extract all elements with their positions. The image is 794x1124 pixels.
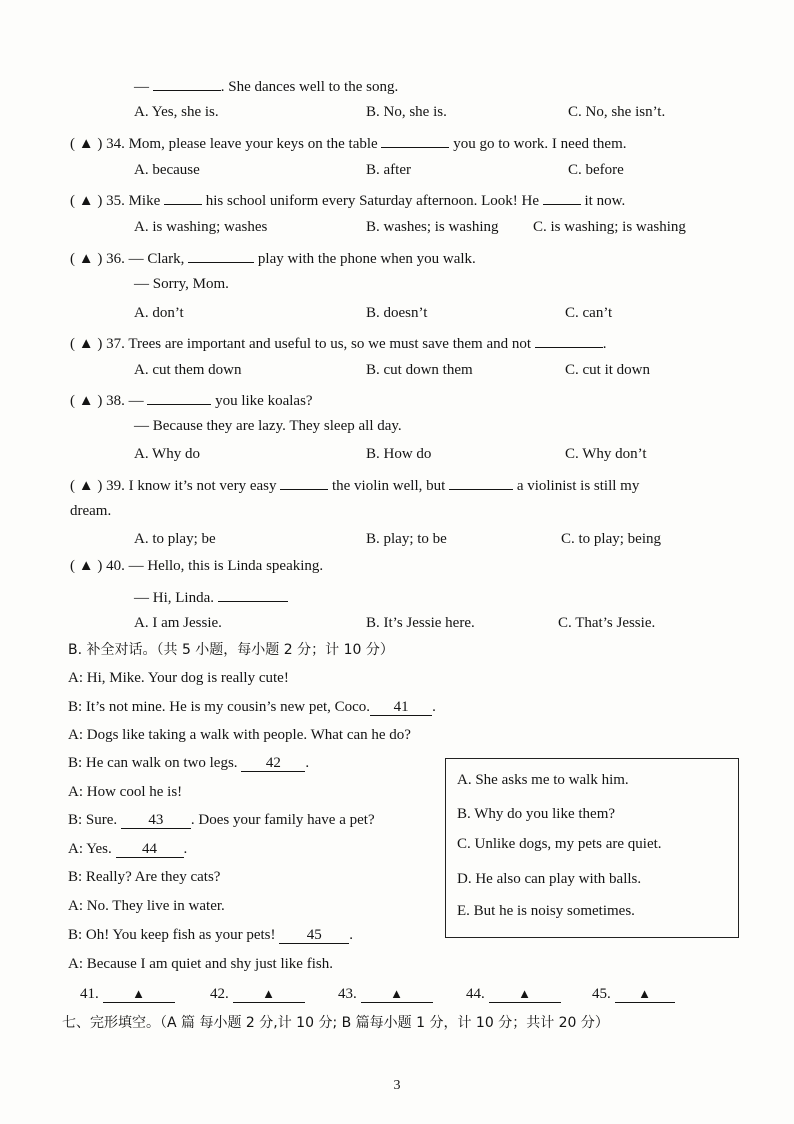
q35-stem: ( ▲ ) 35. Mike his school uniform every Saturday afternoon. Look! He it now. [70,188,625,211]
dialogue-line: A: Hi, Mike. Your dog is really cute! [68,670,289,686]
option-c: C. Unlike dogs, my pets are quiet. [457,836,662,852]
q35-option-b: B. washes; is washing [366,219,499,235]
q36-reply: — Sorry, Mom. [134,276,229,292]
option-d: D. He also can play with balls. [457,871,642,887]
answer-42[interactable]: 42. ▲ [210,984,305,1004]
q38-option-a: A. Why do [134,446,200,462]
answer-41[interactable]: 41. ▲ [80,984,175,1004]
answer-mark: ▲ [361,986,433,1003]
q36-option-a: A. don’t [134,305,184,321]
answer-blank[interactable] [147,388,211,405]
q33-option-b: B. No, she is. [366,104,447,120]
answer-blank[interactable] [449,473,513,490]
q34-option-b: B. after [366,162,411,178]
q40-option-c: C. That’s Jessie. [558,615,656,631]
dialogue-line: A: No. They live in water. [68,898,225,914]
dialogue-line: A: Yes. 44 . [68,841,188,857]
q38-option-c: C. Why don’t [565,446,647,462]
answer-mark: ( ▲ ) [70,336,103,352]
blank-41[interactable]: 41 [370,699,432,716]
q35-option-a: A. is washing; washes [134,219,268,235]
answer-mark: ▲ [615,986,675,1003]
answer-blank[interactable] [535,331,603,348]
answer-blank[interactable] [188,246,254,263]
q36-stem: ( ▲ ) 36. — Clark, play with the phone when you walk. [70,246,476,269]
dialogue-line: B: It’s not mine. He is my cousin’s new pet, Coco. 41 . [68,699,436,715]
q35-option-c: C. is washing; is washing [533,219,686,235]
q38-reply: — Because they are lazy. They sleep all day. [134,418,402,434]
options-box [445,758,739,938]
q36-option-c: C. can’t [565,305,613,321]
answer-mark: ( ▲ ) [70,558,103,574]
answer-blank[interactable] [218,585,288,602]
answer-blank[interactable] [164,188,202,205]
answer-blank[interactable] [381,131,449,148]
page-number: 3 [393,1078,401,1093]
q37-option-c: C. cut it down [565,362,650,378]
q40-stem: ( ▲ ) 40. — Hello, this is Linda speaking. [70,558,324,574]
q39-option-b: B. play; to be [366,531,447,547]
answer-mark: ( ▲ ) [70,251,103,267]
dialogue-line: B: Oh! You keep fish as your pets! 45 . [68,927,353,943]
q39-stem: ( ▲ ) 39. I know it’s not very easy the violin well, but a violinist is still my [70,473,639,496]
dialogue-line: B: Really? Are they cats? [68,869,221,885]
q38-stem: ( ▲ ) 38. — you like koalas? [70,388,313,411]
q34-option-a: A. because [134,162,200,178]
answer-mark: ▲ [233,986,305,1003]
dialogue-line: A: Dogs like taking a walk with people. What can he do? [68,727,411,743]
option-a: A. She asks me to walk him. [457,772,629,788]
q37-stem: ( ▲ ) 37. Trees are important and useful to us, so we must save them and not . [70,331,607,354]
q33-option-a: A. Yes, she is. [134,104,219,120]
answer-45[interactable]: 45. ▲ [592,984,675,1004]
answer-blank[interactable] [543,188,581,205]
q40-option-b: B. It’s Jessie here. [366,615,475,631]
answer-blank[interactable] [153,74,221,91]
q37-option-a: A. cut them down [134,362,242,378]
answer-blank[interactable] [280,473,328,490]
q33-option-c: C. No, she isn’t. [568,104,666,120]
dialogue-line: B: He can walk on two legs. 42 . [68,755,310,771]
q40-option-a: A. I am Jessie. [134,615,222,631]
dialogue-line: A: Because I am quiet and shy just like fish. [68,956,333,972]
q39-continuation: dream. [70,503,112,519]
q33-answer-line: — . She dances well to the song. [134,74,398,97]
answer-mark: ( ▲ ) [70,136,103,152]
blank-45[interactable]: 45 [279,927,349,944]
q37-option-b: B. cut down them [366,362,473,378]
answer-mark: ▲ [103,986,175,1003]
option-b: B. Why do you like them? [457,806,616,822]
q40-reply: — Hi, Linda. [134,585,288,608]
option-e: E. But he is noisy sometimes. [457,903,635,919]
answer-43[interactable]: 43. ▲ [338,984,433,1004]
q39-option-c: C. to play; being [561,531,661,547]
answer-mark: ( ▲ ) [70,193,103,209]
dialogue-line: B: Sure. 43 . Does your family have a pet? [68,812,375,828]
blank-44[interactable]: 44 [116,841,184,858]
answer-mark: ▲ [489,986,561,1003]
section-b-heading: B. 补全对话。（共 5 小题，每小题 2 分；计 10 分） [68,642,394,658]
answer-mark: ( ▲ ) [70,393,103,409]
answer-mark: ( ▲ ) [70,478,103,494]
q39-option-a: A. to play; be [134,531,216,547]
dialogue-line: A: How cool he is! [68,784,183,800]
answer-44[interactable]: 44. ▲ [466,984,561,1004]
blank-42[interactable]: 42 [241,755,305,772]
q36-option-b: B. doesn’t [366,305,428,321]
q34-stem: ( ▲ ) 34. Mom, please leave your keys on the table you go to work. I need them. [70,131,627,154]
q34-option-c: C. before [568,162,624,178]
section-7-heading: 七、完形填空。（A 篇 每小题 2 分,计 10 分; B 篇每小题 1 分，计 10 分；共计 20 分） [62,1015,609,1031]
blank-43[interactable]: 43 [121,812,191,829]
q38-option-b: B. How do [366,446,432,462]
